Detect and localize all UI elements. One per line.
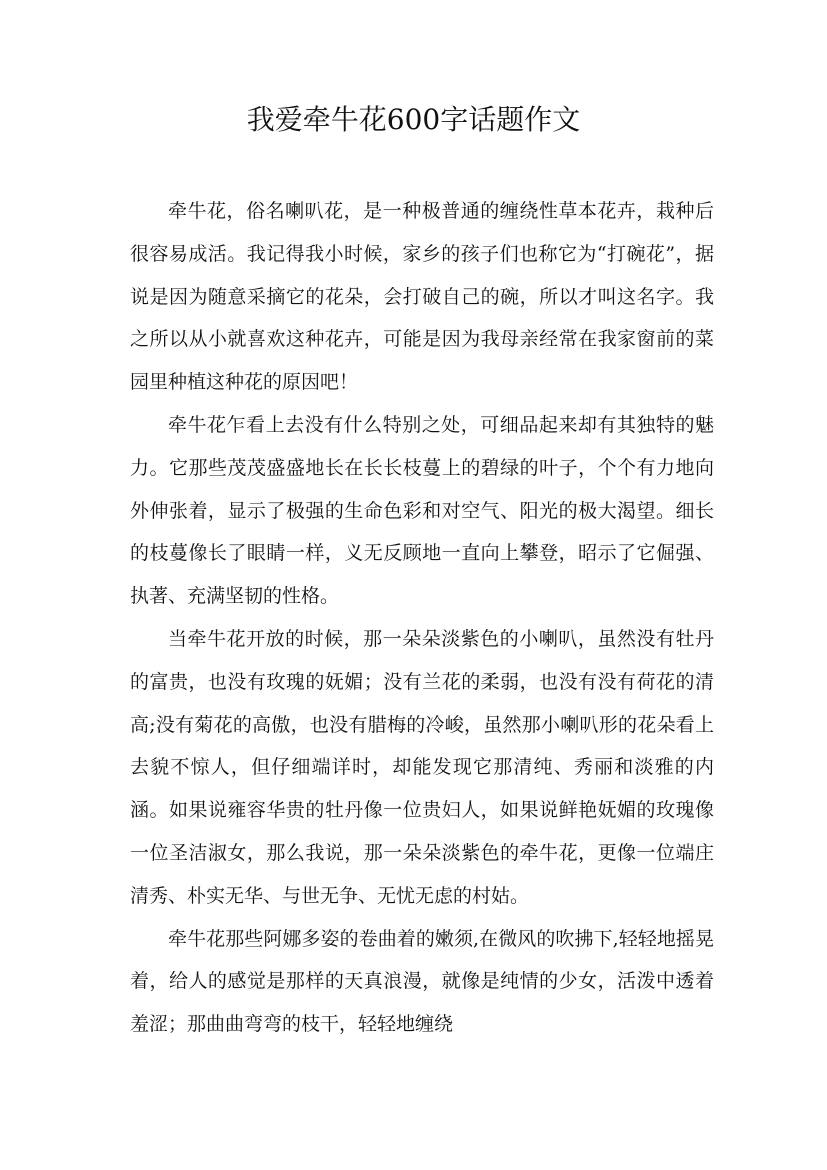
paragraph: 牵牛花乍看上去没有什么特别之处，可细品起来却有其独特的魅力。它那些茂茂盛盛地长在长长枝蔓上的碧绿的叶子，个个有力地向外伸张着，显示了极强的生命色彩和对空气、阳光的极大渴望。细长的枝蔓像长了眼睛一样，义无反顾地一直向上攀登，昭示了它倔强、执著、充满坚韧的性格。 <box>130 413 714 608</box>
paragraph: 当牵牛花开放的时候，那一朵朵淡紫色的小喇叭，虽然没有牡丹的富贵，也没有玫瑰的妩媚；没有兰花的柔弱，也没有没有荷花的清高;没有菊花的高傲，也没有腊梅的冷峻，虽然那小喇叭形的花朵看上去貌不惊人，但仔细端详时，却能发现它那清纯、秀丽和淡雅的内涵。如果说雍容华贵的牡丹像一位贵妇人，如果说鲜艳妩媚的玫瑰像一位圣洁淑女，那么我说，那一朵朵淡紫色的牵牛花，更像一位端庄清秀、朴实无华、与世无争、无忧无虑的村姑。 <box>130 627 714 907</box>
paragraph: 牵牛花那些阿娜多姿的卷曲着的嫩须,在微风的吹拂下,轻轻地摇晃着，给人的感觉是那样的天真浪漫，就像是纯情的少女，活泼中透着羞涩；那曲曲弯弯的枝干，轻轻地缠绕 <box>130 927 714 1036</box>
paragraph: 牵牛花，俗名喇叭花，是一种极普通的缠绕性草本花卉，栽种后很容易成活。我记得我小时候，家乡的孩子们也称它为“打碗花”，据说是因为随意采摘它的花朵，会打破自己的碗，所以才叫这名字。我之所以从小就喜欢这种花卉，可能是因为我母亲经常在我家窗前的菜园里种植这种花的原因吧！ <box>130 200 714 394</box>
document-body <box>130 190 714 1046</box>
document-title: 我爱牵牛花600字话题作文 <box>246 103 581 136</box>
